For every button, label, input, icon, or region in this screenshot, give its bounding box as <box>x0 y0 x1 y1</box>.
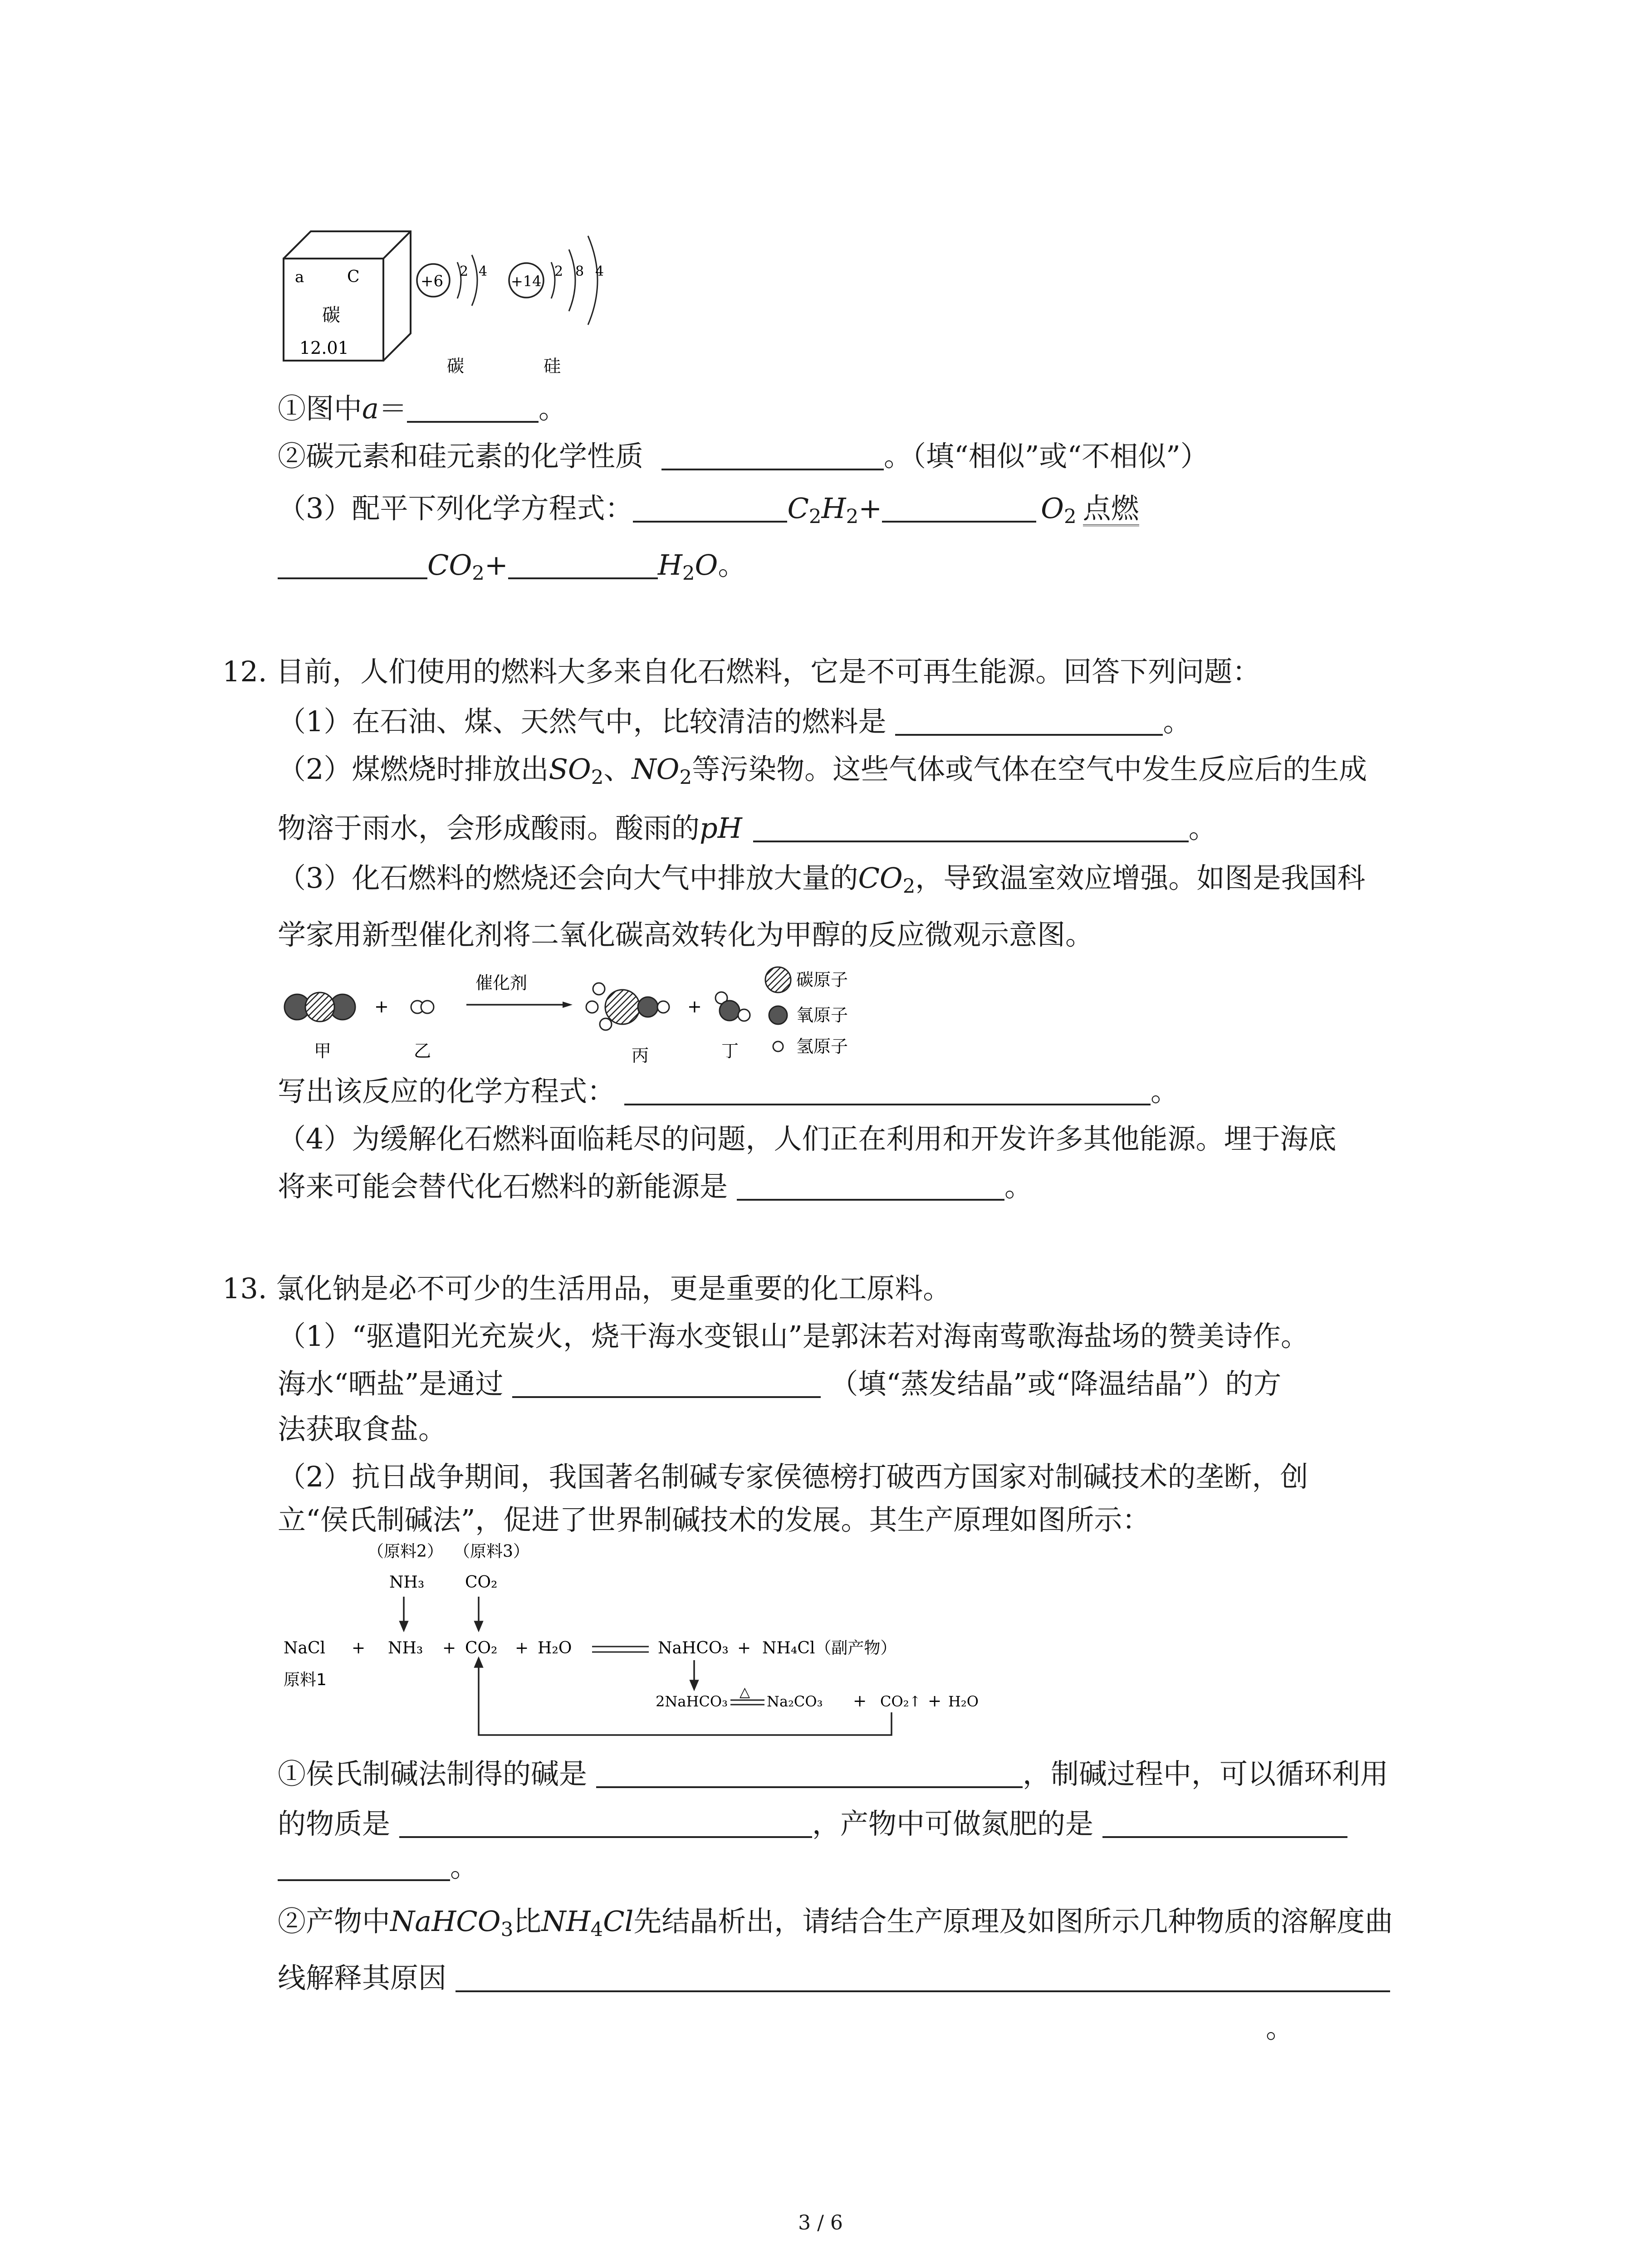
q13-part-2b: 立“侯氏制碱法”，促进了世界制碱技术的发展。其生产原理如图所示： <box>278 1503 1151 1536</box>
q13-q1c: 。 <box>278 1853 478 1881</box>
decomposition-reactant: 2NaHCO₃ <box>656 1693 728 1710</box>
q11-line-4: $CO_2+ H_2O$。 <box>278 551 746 583</box>
carbon-shell-2: 4 <box>479 264 488 279</box>
q12-part-4a: （4）为缓解化石燃料面临耗尽的问题，人们正在利用和开发许多其他能源。埋于海底 <box>278 1122 1337 1155</box>
silicon-shell-3: 4 <box>595 264 604 279</box>
co2-reactant: CO₂ <box>465 1639 498 1657</box>
q13-q2a: ②产物中NaHCO$_3$比$NH_4Cl$先结晶析出，请结合生产原理及如图所示几种物质的溶解度曲 <box>278 1905 1393 1941</box>
q13-part-1c: 法获取食盐。 <box>278 1413 447 1446</box>
carbon-atom-diagram <box>417 255 487 376</box>
answer-blank-crystallization[interactable] <box>512 1371 821 1398</box>
carbon-nucleus: +6 <box>421 272 444 290</box>
answer-blank-coef-o2[interactable] <box>882 495 1036 523</box>
decomp-equals <box>730 1700 764 1705</box>
answer-blank-coef-c2h2[interactable] <box>633 495 787 523</box>
silicon-shell-1: 2 <box>554 264 563 279</box>
nahco3-product: NaHCO₃ <box>658 1639 729 1657</box>
page-number: 3 / 6 <box>798 2211 843 2234</box>
plus-1: + <box>374 997 389 1017</box>
feed-arrows <box>400 1597 482 1630</box>
nh4cl-product: NH₄Cl（副产物） <box>762 1639 897 1657</box>
molecule-ding-water <box>715 992 750 1021</box>
answer-blank-equation[interactable] <box>624 1078 1151 1105</box>
answer-blank-coef-co2[interactable] <box>278 552 427 579</box>
raw-material-2-label: （原料2） <box>367 1542 443 1561</box>
q12-part-3b: 学家用新型催化剂将二氧化碳高效转化为甲醇的反应微观示意图。 <box>278 918 1094 951</box>
element-box-a: a <box>295 268 304 286</box>
q11-line-3: （3）配平下列化学方程式： $C_2H_2+ O_2$ 点燃 <box>278 492 1139 528</box>
carbon-label: 碳 <box>447 356 465 376</box>
q13-stem: 13. 氯化钠是必不可少的生活用品，更是重要的化工原料。 <box>222 1272 951 1305</box>
q12-part-2b: 物溶于雨水，会形成酸雨。酸雨的pH 。 <box>278 811 1217 845</box>
element-box-symbol: C <box>347 268 360 286</box>
diagram-legend <box>765 967 791 1051</box>
reaction-condition: 点燃 <box>1083 494 1139 526</box>
answer-blank-alkali[interactable] <box>596 1761 1023 1788</box>
reaction-arrow <box>466 1002 573 1008</box>
catalyst-label: 催化剂 <box>475 973 528 993</box>
q13-part-1b: 海水“晒盐”是通过 （填“蒸发结晶”或“降温结晶”）的方 <box>278 1367 1282 1400</box>
raw-material-1-label: 原料1 <box>284 1671 327 1689</box>
element-box-name: 碳 <box>322 305 340 326</box>
na2co3-product: Na₂CO₃ <box>767 1693 823 1710</box>
co2-feed: CO₂ <box>465 1573 498 1592</box>
silicon-atom-diagram <box>509 236 604 376</box>
legend-hydrogen: 氢原子 <box>796 1036 848 1056</box>
molecule-jia-co2 <box>284 992 355 1022</box>
plus-f: + <box>928 1692 942 1711</box>
label-jia: 甲 <box>314 1041 332 1061</box>
molecule-bing-methanol <box>586 983 669 1030</box>
nh3-feed: NH₃ <box>389 1573 425 1592</box>
answer-blank-nitrogen-fertilizer[interactable] <box>1102 1811 1347 1838</box>
heat-symbol: △ <box>740 1684 750 1700</box>
molecule-yi-h2 <box>411 1001 434 1013</box>
label-bing: 丙 <box>632 1046 649 1066</box>
raw-material-3-label: （原料3） <box>454 1542 529 1561</box>
legend-carbon: 碳原子 <box>796 970 848 990</box>
q12-reaction-diagram <box>272 962 907 1080</box>
answer-blank-recycled[interactable] <box>399 1811 812 1838</box>
q12-part-4b: 将来可能会替代化石燃料的新能源是 。 <box>278 1170 1033 1203</box>
legend-oxygen: 氧原子 <box>796 1005 848 1025</box>
plus-c: + <box>515 1639 529 1657</box>
answer-blank-coef-h2o[interactable] <box>508 552 658 579</box>
q13-q1a: ①侯氏制碱法制得的碱是 ，制碱过程中，可以循环利用 <box>278 1757 1389 1790</box>
plus-e: + <box>853 1692 867 1711</box>
q13-part-1a: （1）“驱遣阳光充炭火，烧干海水变银山”是郭沫若对海南莺歌海盐场的赞美诗作。 <box>278 1320 1309 1353</box>
plus-a: + <box>352 1639 366 1657</box>
answer-blank-nitrogen-fertilizer-cont[interactable] <box>278 1854 450 1881</box>
silicon-label: 硅 <box>544 356 561 376</box>
silicon-nucleus: +14 <box>511 273 542 290</box>
answer-blank-similarity[interactable] <box>661 443 884 470</box>
q13-q2c: 。 <box>1266 2011 1294 2044</box>
co2-gas-product: CO₂↑ <box>880 1693 921 1710</box>
q11-line-1: ①图中a＝ 。 <box>278 392 567 425</box>
q13-part-2a: （2）抗日战争期间，我国著名制碱专家侯德榜打破西方国家对制碱技术的垄断，创 <box>278 1460 1308 1493</box>
q12-stem: 12. 目前，人们使用的燃料大多来自化石燃料，它是不可再生能源。回答下列问题： <box>222 655 1261 688</box>
equals-sign <box>592 1647 649 1652</box>
h2o-product: H₂O <box>948 1693 979 1710</box>
q12-part-3a: （3）化石燃料的燃烧还会向大气中排放大量的$CO_2$，导致温室效应增强。如图是我国科 <box>278 861 1366 898</box>
element-box-mass: 12.01 <box>299 338 349 358</box>
nh3-reactant: NH₃ <box>388 1639 423 1657</box>
answer-blank-ph[interactable] <box>753 815 1189 842</box>
q12-part-2a: （2）煤燃烧时排放出$SO_2$、$NO_2$等污染物。这些气体或气体在空气中发生反应后的生成 <box>278 753 1367 789</box>
carbon-shell-1: 2 <box>460 264 469 279</box>
answer-blank-clean-fuel[interactable] <box>895 709 1163 736</box>
nacl-reactant: NaCl <box>284 1639 326 1657</box>
label-yi: 乙 <box>414 1041 431 1061</box>
q13-q1b: 的物质是 ，产物中可做氮肥的是 <box>278 1810 1347 1838</box>
plus-2: + <box>687 997 702 1017</box>
q13-q2b: 线解释其原因 <box>278 1964 1390 1992</box>
plus-d: + <box>737 1639 751 1657</box>
q11-line-2: ②碳元素和硅元素的化学性质 。（填“相似”或“不相似”） <box>278 440 1209 473</box>
q13-process-diagram <box>272 1533 1043 1742</box>
decompose-arrow <box>691 1660 698 1689</box>
q11-atom-figure <box>272 204 644 386</box>
answer-blank-a[interactable] <box>407 396 539 423</box>
q12-part-3c: 写出该反应的化学方程式： 。 <box>278 1075 1179 1108</box>
silicon-shell-2: 8 <box>575 264 584 279</box>
answer-blank-reason[interactable] <box>456 1965 1390 1992</box>
answer-blank-new-energy[interactable] <box>737 1173 1004 1201</box>
h2o-reactant: H₂O <box>538 1639 572 1657</box>
label-ding: 丁 <box>721 1041 739 1061</box>
q12-part-1: （1）在石油、煤、天然气中，比较清洁的燃料是 。 <box>278 705 1191 738</box>
plus-b: + <box>442 1639 456 1657</box>
